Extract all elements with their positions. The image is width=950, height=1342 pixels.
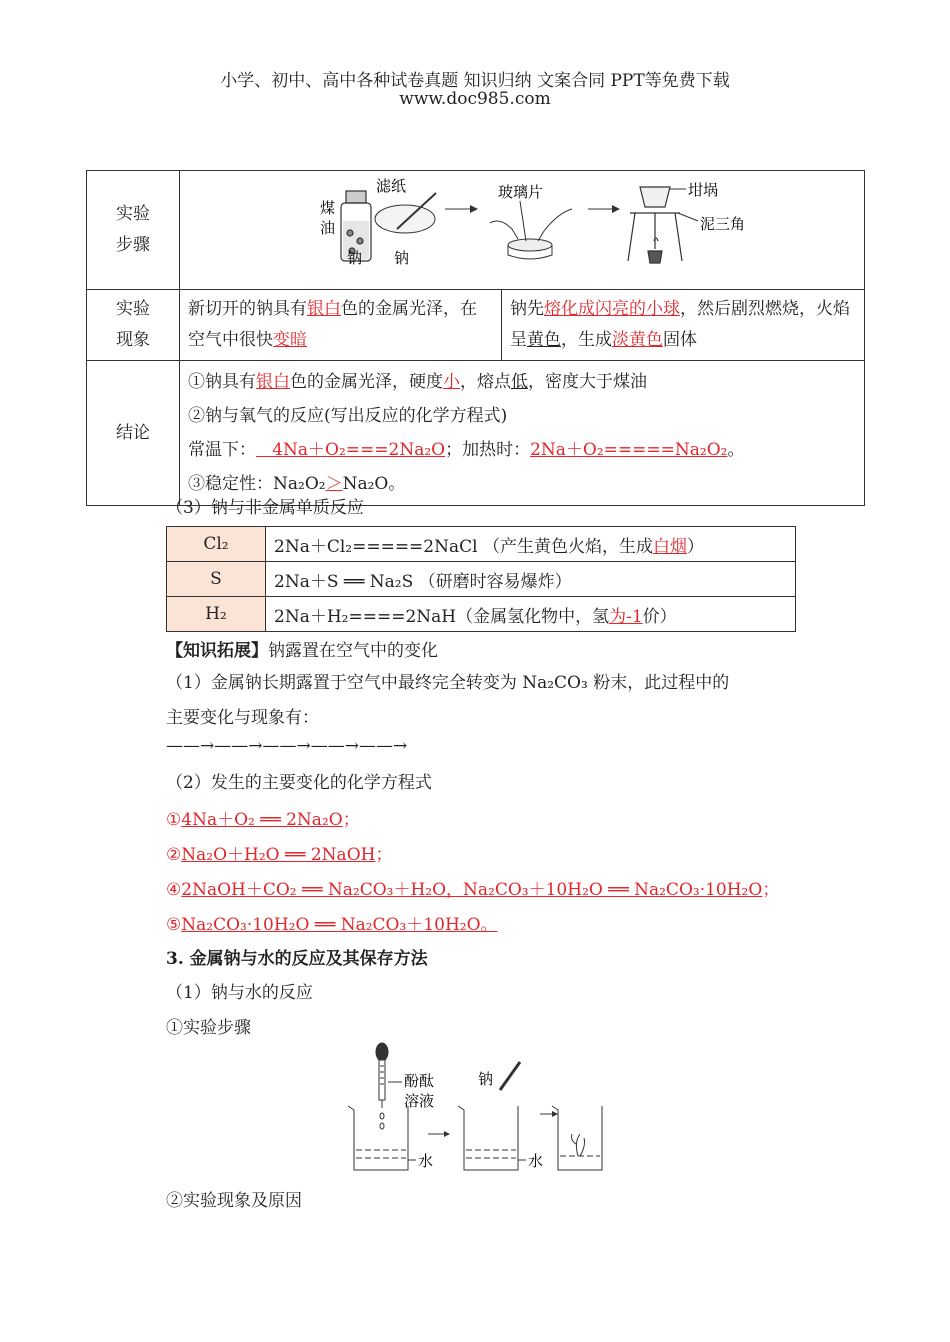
text: 钠露置在空气中的变化: [268, 641, 438, 661]
answer: 4Na＋O₂ ══ 2Na₂O: [181, 810, 343, 830]
answer: 低: [511, 372, 528, 392]
equation-1: [166, 805, 360, 830]
text: ①: [166, 810, 182, 830]
dropper-icon: [376, 1043, 388, 1108]
text: ，熔点: [460, 372, 511, 392]
water-label-1: 水: [418, 1152, 434, 1170]
answer: 4Na＋O₂===2Na₂O: [256, 440, 446, 460]
text: ，然后剧烈燃烧，火焰呈: [510, 299, 850, 350]
site-banner: 小学、初中、高中各种试卷真题 知识归纳 文案合同 PPT等免费下载: [220, 71, 730, 91]
crucible-tripod-icon: [628, 187, 682, 263]
reaction-cell: [266, 527, 796, 562]
phenolphthalein-label-2: 溶液: [404, 1092, 435, 1110]
answer: ＞: [325, 474, 343, 494]
text: ，生成: [561, 330, 612, 350]
answer: 黄色: [527, 330, 561, 350]
conclusion-line-1: [188, 365, 856, 399]
answer: 2Na＋O₂=====Na₂O₂: [530, 440, 728, 460]
knowledge-p2: （2）发生的主要变化的化学方程式: [166, 773, 432, 793]
table-row: [167, 527, 796, 562]
table-row: [167, 562, 796, 597]
beaker-icon: [348, 1106, 408, 1170]
answer: 白烟: [652, 536, 687, 557]
reaction-cell: [266, 562, 796, 597]
steps-heading: ①实验步骤: [166, 1018, 251, 1038]
filter-paper-label: 滤纸: [376, 177, 407, 195]
text: ；: [375, 845, 393, 865]
answer: 2NaOH＋CO₂ ══ Na₂CO₃＋H₂O，Na₂CO₃＋10H₂O ══ Na₂CO₃·10H₂O: [181, 880, 763, 900]
text: ；: [762, 880, 780, 900]
sodium-label-right: 钠: [394, 249, 410, 267]
text: ③稳定性：Na₂O₂: [188, 474, 326, 494]
text: ⑤: [166, 915, 182, 935]
conclusion-label: 结论: [87, 361, 180, 506]
subsection-title: （1）钠与水的反应: [166, 983, 313, 1003]
text: ④: [166, 880, 182, 900]
answer: 变暗: [273, 330, 307, 350]
sodium-label-left: 钠: [347, 249, 363, 267]
text: 价）: [642, 606, 677, 627]
clay-triangle-label: 泥三角: [700, 215, 746, 233]
section-nonmetal-title: （3）钠与非金属单质反应: [166, 498, 364, 518]
table-row: [167, 597, 796, 632]
answer: 银白: [307, 299, 341, 319]
sodium-water-figure: [340, 1040, 620, 1180]
arrow-icon: [588, 205, 620, 213]
text: 2Na＋Cl₂=====2NaCl （产生黄色火焰，生成: [274, 536, 653, 557]
filter-paper-icon: [375, 205, 435, 233]
sodium-oxygen-table: [86, 170, 865, 506]
equation-5: [166, 910, 498, 935]
arrow-icon: [428, 1131, 450, 1137]
site-url[interactable]: www.doc985.com: [399, 89, 551, 109]
text: 色的金属光泽，硬度: [290, 372, 443, 392]
reaction-cell: [266, 597, 796, 632]
section-title-sodium-water: 3. 金属钠与水的反应及其保存方法: [166, 949, 428, 969]
text: 【知识拓展】: [166, 641, 268, 661]
answer: Na₂CO₃·10H₂O ══ Na₂CO₃＋10H₂O。: [181, 915, 498, 935]
steps-figure-cell: [180, 171, 865, 290]
text: 钠先: [510, 299, 544, 319]
phenomena-cut-sodium: [180, 290, 502, 361]
glass-plate-label: 玻璃片: [498, 183, 544, 201]
text: 新切开的钠具有: [188, 299, 307, 319]
element-cell: H₂: [167, 597, 266, 632]
kerosene-label-2: 油: [320, 219, 336, 237]
conclusion-cell: [180, 361, 865, 506]
text: ；加热时：: [445, 440, 531, 460]
text: 色的金属光泽，在空气中很快: [188, 299, 477, 350]
crucible-label: 坩埚: [688, 181, 719, 199]
text: ，密度大于煤油: [528, 372, 647, 392]
text: ）: [686, 536, 704, 557]
beaker-icon: [458, 1106, 518, 1170]
equation-2: [166, 840, 392, 865]
sodium-oxygen-apparatus-figure: [180, 171, 864, 284]
knowledge-p1a: （1）金属钠长期露置于空气中最终完全转变为 Na₂CO₃ 粉末，此过程中的: [166, 673, 730, 693]
arrow-icon: [540, 1111, 558, 1117]
knowledge-arrows: ——→——→——→——→——→: [166, 736, 408, 756]
steps-label: 实验 步骤: [87, 171, 180, 290]
element-cell: Cl₂: [167, 527, 266, 562]
phenolphthalein-label: 酚酞: [404, 1072, 435, 1090]
text: 2Na＋H₂====2NaH（金属氢化物中，氢: [274, 606, 610, 627]
text: 常温下：: [188, 440, 256, 460]
text: ①钠具有: [188, 372, 256, 392]
answer: Na₂O＋H₂O ══ 2NaOH: [181, 845, 376, 865]
arrow-icon: [445, 205, 478, 213]
knowledge-extension-heading: [166, 636, 438, 661]
tweezers-icon: [500, 1062, 520, 1090]
answer: 小: [443, 372, 460, 392]
text: ②: [166, 845, 182, 865]
text: 固体: [663, 330, 697, 350]
element-cell: S: [167, 562, 266, 597]
phenomena-heading: ②实验现象及原因: [166, 1191, 302, 1211]
glass-plate-dish-icon: [490, 201, 572, 259]
water-label-2: 水: [528, 1152, 544, 1170]
answer: 银白: [256, 372, 290, 392]
conclusion-line-2: ②钠与氧气的反应(写出反应的化学方程式): [188, 406, 508, 426]
text: Na₂O。: [342, 474, 406, 494]
equation-4: [166, 875, 779, 900]
phenomena-label: 实验 现象: [87, 290, 180, 361]
answer: 为-1: [609, 606, 643, 627]
nonmetal-reactions-table: [166, 526, 796, 632]
kerosene-label: 煤: [320, 199, 336, 217]
sodium-label: 钠: [478, 1070, 494, 1088]
text: 。: [727, 440, 745, 460]
text: 2Na＋S ══ Na₂S （研磨时容易爆炸）: [274, 571, 572, 592]
conclusion-line-3: [188, 433, 856, 467]
beaker-icon: [552, 1106, 602, 1170]
answer: 淡黄色: [612, 330, 663, 350]
phenomena-heating: [502, 290, 865, 361]
text: ；: [342, 810, 360, 830]
answer: 熔化成闪亮的小球: [544, 299, 680, 319]
knowledge-p1b: 主要变化与现象有：: [166, 708, 319, 728]
